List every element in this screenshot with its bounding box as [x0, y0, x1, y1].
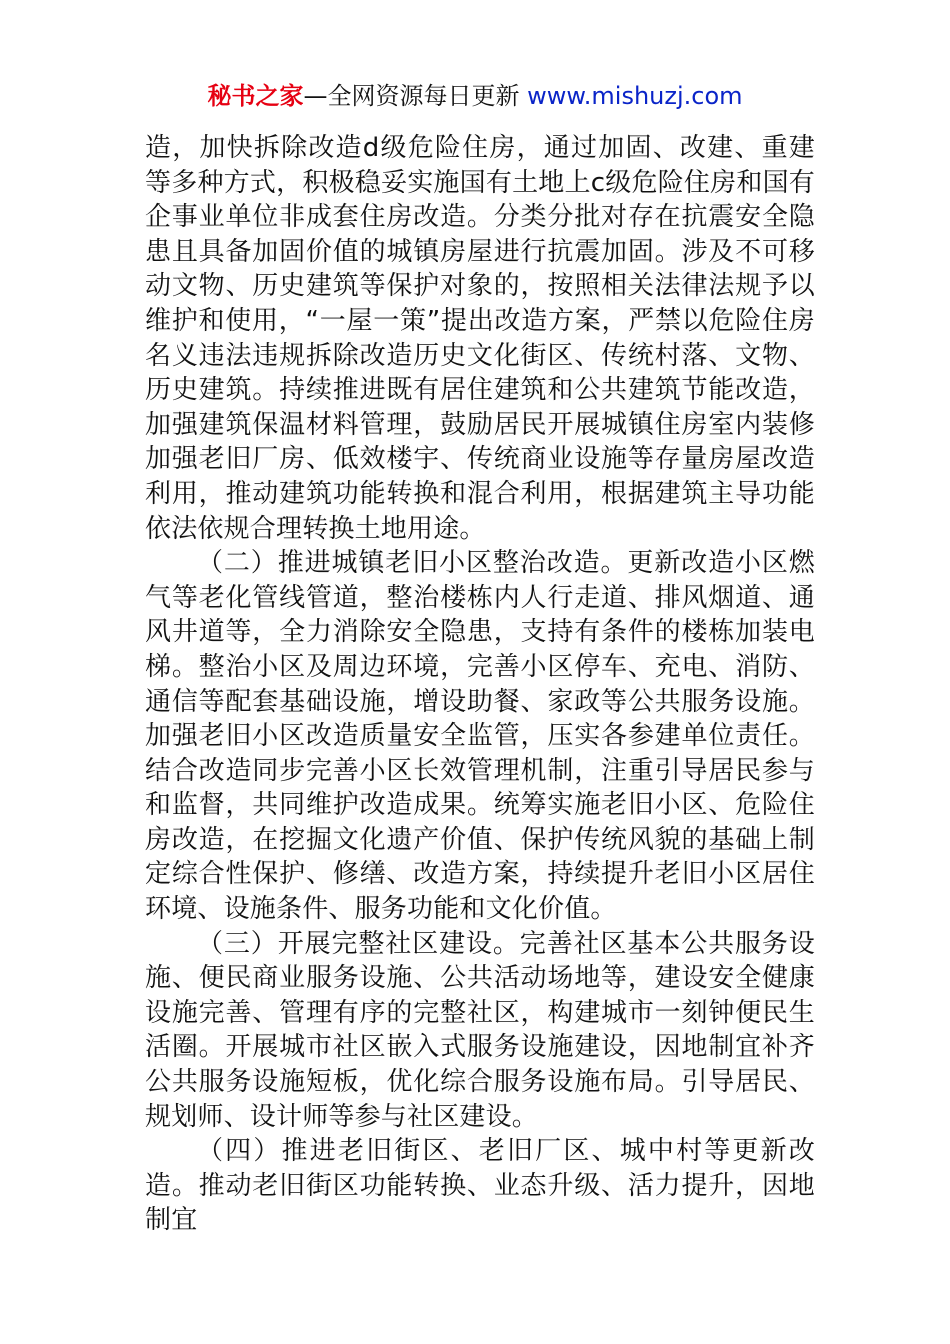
page-header [0, 80, 950, 112]
brand-name: 秘书之家 [207, 82, 304, 110]
paragraph-section-3: （三）开展完整社区建设。完善社区基本公共服务设施、便民商业服务设施、公共活动场地等，建设安全健康设施完善、管理有序的完整社区，构建城市一刻钟便民生活圈。开展城市社区嵌入式服务设施建设，因地制宜补齐公共服务设施短板，优化综合服务设施布局。引导居民、规划师、设计师等参与社区建设。 [145, 928, 815, 1132]
document-body [145, 131, 815, 1238]
paragraph-section-2: （二）推进城镇老旧小区整治改造。更新改造小区燃气等老化管线管道，整治楼栋内人行走道、排风烟道、通风井道等，全力消除安全隐患，支持有条件的楼栋加装电梯。整治小区及周边环境，完善小区停车、充电、消防、通信等配套基础设施，增设助餐、家政等公共服务设施。加强老旧小区改造质量安全监管，压实各参建单位责任。结合改造同步完善小区长效管理机制，注重引导居民参与和监督，共同维护改造成果。统筹实施老旧小区、危险住房改造，在挖掘文化遗产价值、保护传统风貌的基础上制定综合性保护、修缮、改造方案，持续提升老旧小区居住环境、设施条件、服务功能和文化价值。 [145, 548, 815, 925]
site-url-link[interactable]: www.mishuzj.com [527, 82, 743, 110]
paragraph-continuation: 造，加快拆除改造d级危险住房，通过加固、改建、重建等多种方式，积极稳妥实施国有土地上c级危险住房和国有企事业单位非成套住房改造。分类分批对存在抗震安全隐患且具备加固价值的城镇房屋进行抗震加固。涉及不可移动文物、历史建筑等保护对象的，按照相关法律法规予以维护和使用，“一屋一策”提出改造方案，严禁以危险住房名义违法违规拆除改造历史文化街区、传统村落、文物、历史建筑。持续推进既有居住建筑和公共建筑节能改造，加强建筑保温材料管理，鼓励居民开展城镇住房室内装修加强老旧厂房、低效楼宇、传统商业设施等存量房屋改造利用，推动建筑功能转换和混合利用，根据建筑主导功能依法依规合理转换土地用途。 [145, 133, 815, 544]
header-tagline: —全网资源每日更新 [303, 82, 528, 110]
paragraph-section-4: （四）推进老旧街区、老旧厂区、城中村等更新改造。推动老旧街区功能转换、业态升级、活力提升，因地制宜 [145, 1136, 815, 1236]
